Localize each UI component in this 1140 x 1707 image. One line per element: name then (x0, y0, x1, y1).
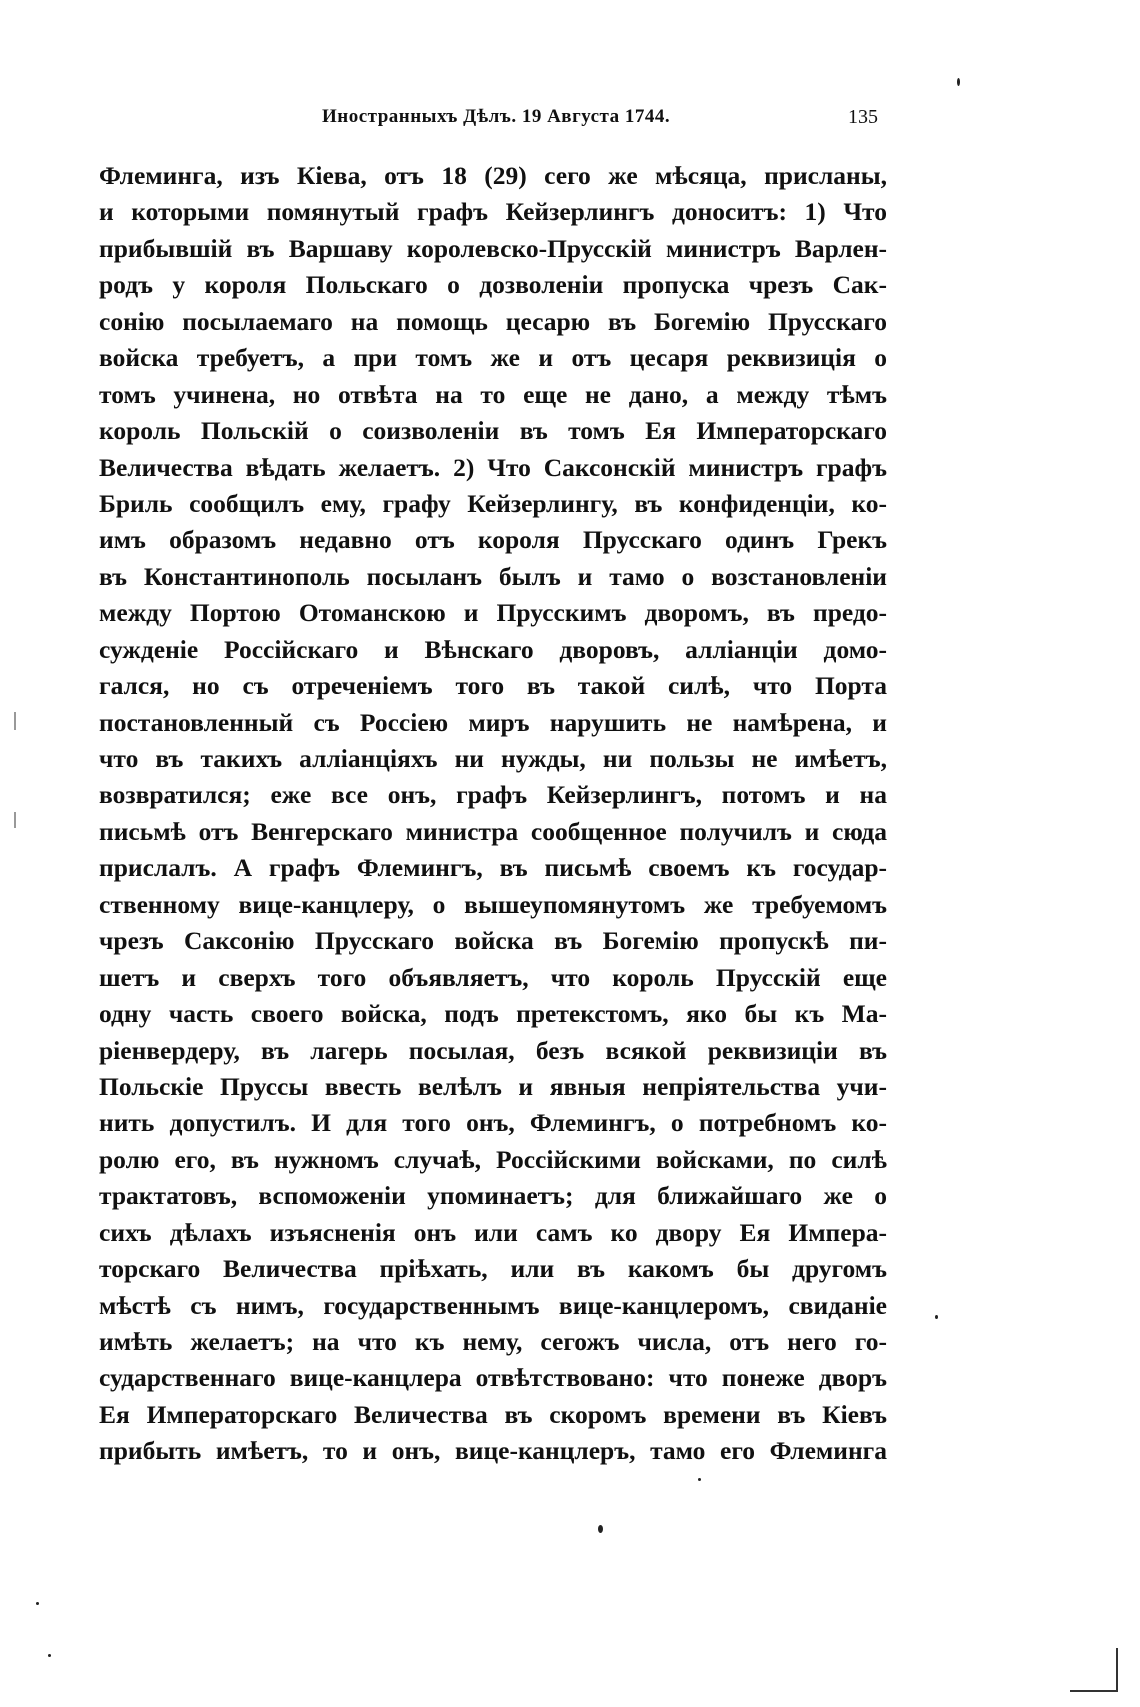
text-line: возвратился; еже все онъ, графъ Кейзерлингъ, потомъ и на (99, 780, 887, 810)
scan-edge-mark (14, 712, 16, 730)
text-line: прибывшій въ Варшаву королевско-Прусскій министръ Варлен- (99, 233, 887, 263)
text-line: мѣстѣ съ нимъ, государственнымъ вице-канцлеромъ, свиданіе (99, 1290, 887, 1320)
scan-edge-mark (14, 812, 16, 828)
body-text (99, 158, 887, 1470)
text-line: сонію посылаемаго на помощь цесарю въ Богемію Прусскаго (99, 306, 887, 336)
scan-speck (36, 1602, 39, 1605)
text-line: король Польскій о соизволеніи въ томъ Ея Императорскаго (99, 416, 887, 446)
text-line: родъ у короля Польскаго о дозволеніи пропуска чрезъ Сак- (99, 270, 887, 300)
text-line: ственному вице-канцлеру, о вышеупомянутомъ же требуемомъ (99, 889, 887, 919)
text-line: одну часть своего войска, подъ претекстомъ, яко бы къ Ма- (99, 999, 887, 1029)
text-line: ролю его, въ нужномъ случаѣ, Россійскими войсками, по силѣ (99, 1144, 887, 1174)
text-line: ріенвердеру, въ лагерь посылая, безъ всякой реквизиціи въ (99, 1035, 887, 1065)
text-line: Флеминга, изъ Кіева, отъ 18 (29) сего же мѣсяца, присланы, (99, 161, 887, 190)
text-line: шетъ и сверхъ того объявляетъ, что король Прусскій еще (99, 962, 887, 992)
text-line: Польскіе Пруссы ввесть велѣлъ и явныя непріятельства учи- (99, 1071, 887, 1101)
text-line: прибыть имѣетъ, то и онъ, вице-канцлеръ, тамо его Флеминга (99, 1436, 887, 1466)
text-line: имъ образомъ недавно отъ короля Прусскаго одинъ Грекъ (99, 525, 887, 555)
text-line: гался, но съ отреченіемъ того въ такой силѣ, что Порта (99, 671, 887, 701)
scan-speck (48, 1654, 51, 1657)
text-line: нить допустилъ. И для того онъ, Флемингъ, о потребномъ ко- (99, 1108, 887, 1138)
text-line: Бриль сообщилъ ему, графу Кейзерлингу, въ конфиденціи, ко- (99, 488, 887, 518)
scan-corner-mark (1070, 1690, 1118, 1692)
scan-speck (957, 78, 960, 86)
scan-speck (935, 1315, 938, 1319)
text-line: и которыми помянутый графъ Кейзерлингъ доноситъ: 1) Что (99, 197, 887, 227)
text-line: Величества вѣдать желаетъ. 2) Что Саксонскій министръ графъ (99, 452, 887, 482)
text-line: войска требуетъ, а при томъ же и отъ цесаря реквизиція о (99, 343, 887, 373)
text-line: письмѣ отъ Венгерскаго министра сообщенное получилъ и сюда (99, 816, 887, 846)
text-line: имѣть желаетъ; на что къ нему, сегожъ числа, отъ него го- (99, 1327, 887, 1356)
text-line: въ Константинополь посыланъ былъ и тамо о возстановленіи (99, 561, 887, 591)
text-line: сударственнаго вице-канцлера отвѣтствовано: что понеже дворъ (99, 1363, 887, 1393)
text-line: сужденіе Россійскаго и Вѣнскаго дворовъ, алліанціи домо- (99, 634, 887, 664)
text-line: Ея Императорскаго Величества въ скоромъ времени въ Кіевъ (99, 1399, 887, 1429)
text-line: постановленный съ Россіею миръ нарушить не намѣрена, и (99, 707, 887, 737)
text-line: между Портою Отоманскою и Прусскимъ дворомъ, въ предо- (99, 598, 887, 628)
text-line: прислалъ. А графъ Флемингъ, въ письмѣ своемъ къ государ- (99, 853, 887, 883)
text-line: томъ учинена, но отвѣта на то еще не дано, а между тѣмъ (99, 379, 887, 409)
page-number: 135 (848, 106, 878, 128)
text-line: трактатовъ, вспоможеніи упоминаетъ; для ближайшаго же о (99, 1181, 887, 1211)
text-line: сихъ дѣлахъ изъясненія онъ или самъ ко двору Ея Импера- (99, 1217, 887, 1247)
scan-speck (598, 1525, 603, 1533)
text-line: торскаго Величества пріѣхать, или въ какомъ бы другомъ (99, 1254, 887, 1284)
text-line: чрезъ Саксонію Прусскаго войска въ Богемію пропускѣ пи- (99, 926, 887, 956)
running-head: Иностранныхъ Дѣлъ. 19 Августа 1744. (322, 106, 671, 127)
scan-speck (698, 1478, 701, 1481)
text-line: что въ такихъ алліанціяхъ ни нужды, ни пользы не имѣетъ, (99, 744, 887, 773)
scan-corner-mark (1116, 1648, 1118, 1692)
